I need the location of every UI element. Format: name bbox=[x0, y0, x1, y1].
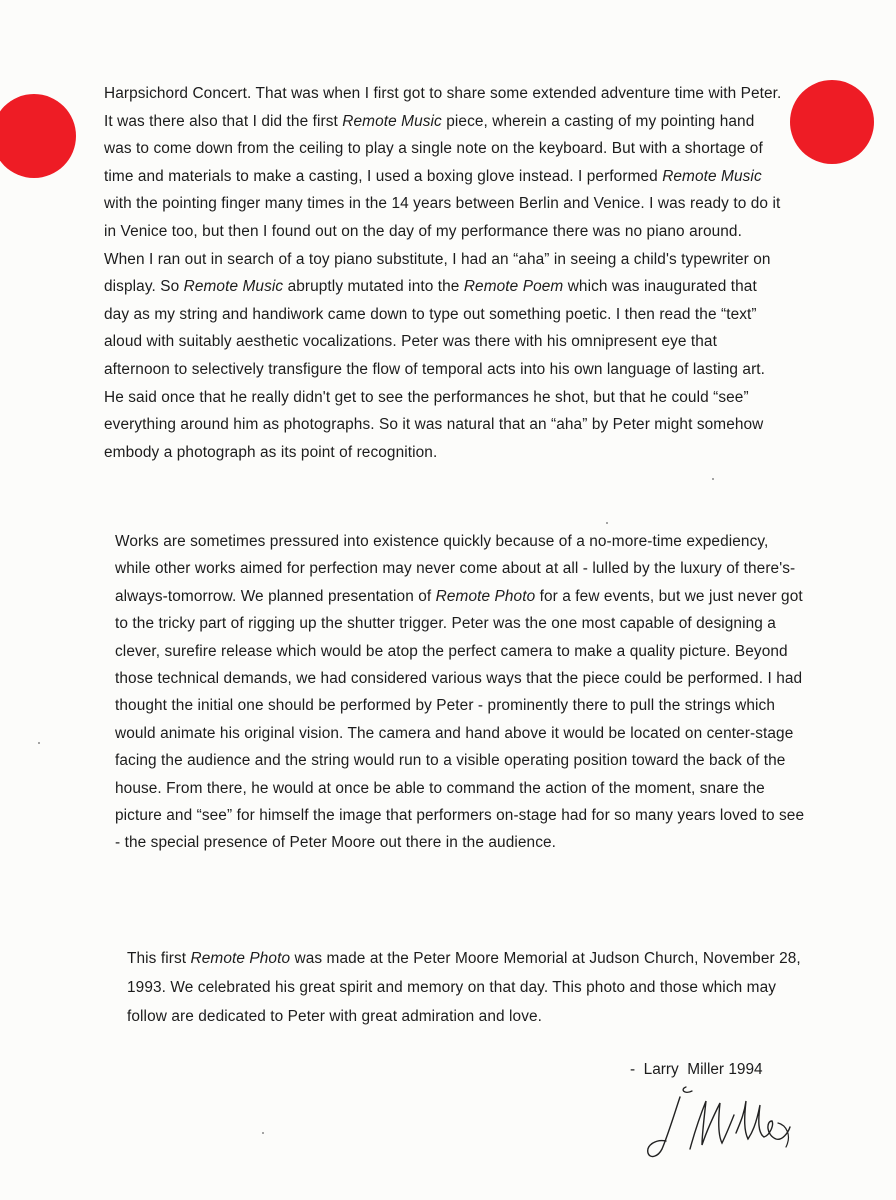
paragraph-1 bbox=[104, 80, 784, 466]
paper-speck bbox=[38, 742, 40, 744]
red-dot-left bbox=[0, 94, 76, 178]
text-segment: which was inaugurated that day as my string and handiwork came down to type out something poetic. I then read the “text” aloud with suitably aesthetic vocalizations. Peter was there with his omnipresent eye that afternoon to selectively transfigure the flow of temporal acts into his own language of lasting art. He said once that he really didn't get to see the performances he shot, but that he could “see” everything around him as photographs. So it was natural that an “aha” by Peter might somehow embody a photograph as its point of recognition. bbox=[104, 278, 766, 461]
text-segment: Harpsichord Concert. That was when I first got to share some extended adventure time with Peter. It was there also that I did the first bbox=[104, 85, 782, 130]
text-segment: with the pointing finger many times in the 14 years between Berlin and Venice. I was ready to do it in Venice too, but then I found out on the day of my performance there was no piano around. When I ran out in search of a toy piano substitute, I had an “aha” in seeing a child's typewriter on display. So bbox=[104, 195, 781, 296]
text-segment: abruptly mutated into the bbox=[283, 278, 464, 296]
italic-title: Remote Photo bbox=[435, 587, 536, 605]
paragraph-2 bbox=[115, 528, 805, 857]
text-segment: piece, wherein a casting of my pointing hand was to come down from the ceiling to play a single note on the keyboard. But with a shortage of time and materials to make a casting, I used a boxing glove instead. I performed bbox=[104, 112, 763, 185]
red-dot-right bbox=[790, 80, 874, 164]
paper-speck bbox=[606, 522, 608, 524]
handwritten-signature bbox=[640, 1075, 800, 1165]
text-segment: for a few events, but we just never got to the tricky part of rigging up the shutter trigger. Peter was the one most capable of designing a clever, surefire release which would be atop the perfect camera to make a quality picture. Beyond those technical demands, we had considered various ways that the piece could be performed. I had thought the initial one should be performed by Peter - prominently there to pull the strings which would animate his original vision. The camera and hand above it would be located on center-stage facing the audience and the string would run to a visible operating position toward the back of the house. From there, he would at once be able to command the action of the moment, snare the picture and “see” for himself the image that performers on-stage had for so many years loved to see - the special presence of Peter Moore out there in the audience. bbox=[115, 587, 805, 852]
text-segment: This first bbox=[127, 950, 191, 967]
italic-title: Remote Music bbox=[342, 112, 442, 130]
italic-title: Remote Music bbox=[662, 167, 762, 185]
italic-title: Remote Music bbox=[183, 278, 284, 296]
italic-title: Remote Photo bbox=[190, 950, 291, 967]
paper-speck bbox=[262, 1132, 264, 1134]
text-segment: was made at the Peter Moore Memorial at Judson Church, November 28, 1993. We celebrated his great spirit and memory on that day. This photo and those which may follow are dedicated to Peter with great admiration and love. bbox=[127, 950, 801, 1025]
paragraph-3 bbox=[127, 945, 807, 1031]
paper-speck bbox=[712, 478, 714, 480]
italic-title: Remote Poem bbox=[463, 278, 564, 296]
text-segment: Works are sometimes pressured into existence quickly because of a no-more-time expediency, while other works aimed for perfection may never come about at all - lulled by the luxury of there's-always-tomorrow. We planned presentation of bbox=[115, 533, 796, 605]
attribution-line: - Larry Miller 1994 bbox=[630, 1061, 763, 1078]
